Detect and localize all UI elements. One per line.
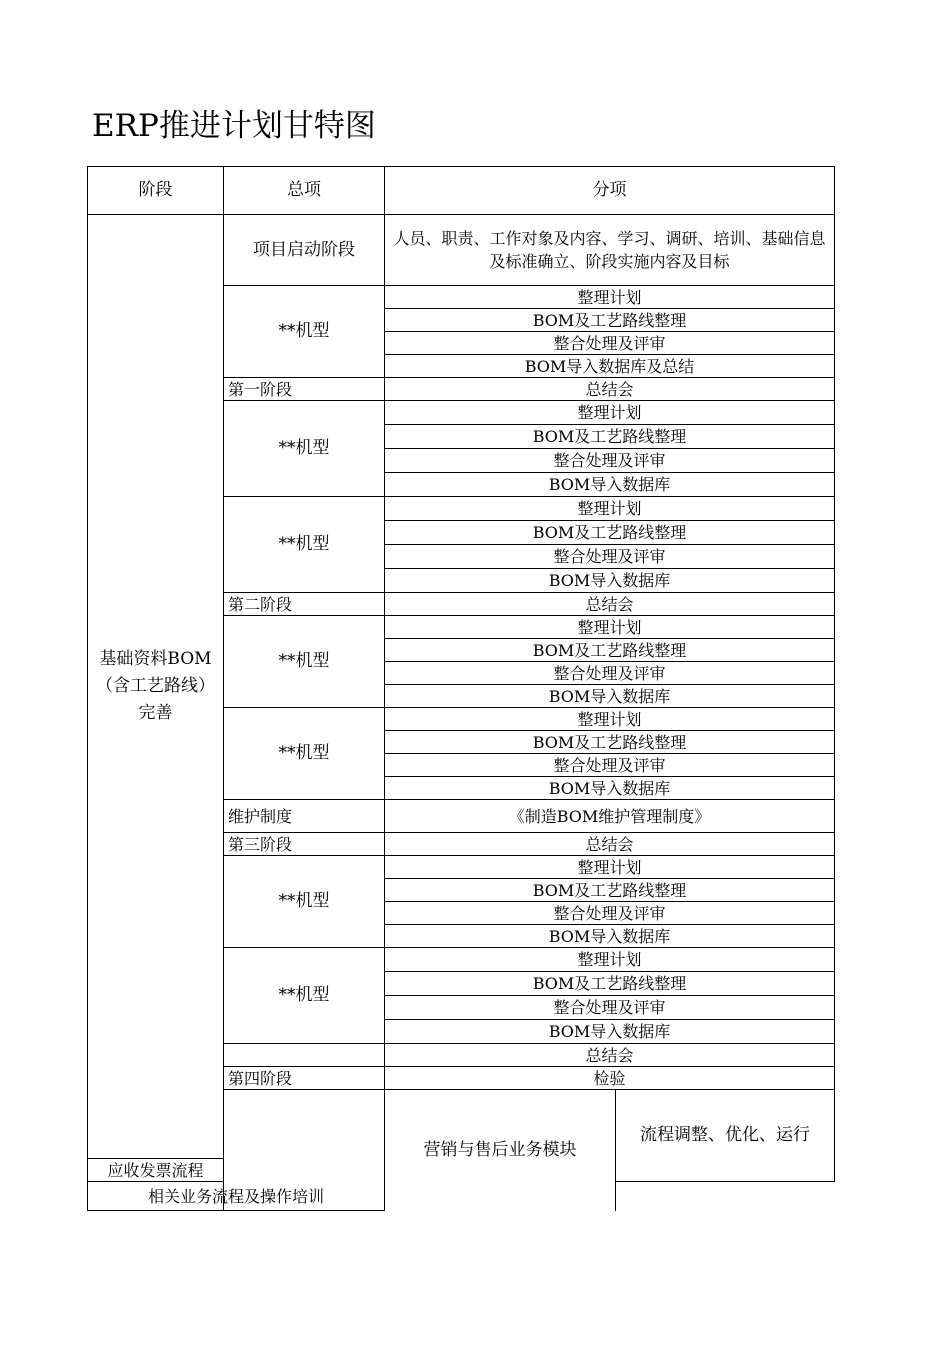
task-cell: 整理计划 [385,948,835,972]
page-title: ERP推进计划甘特图 [92,108,376,144]
task-cell: BOM导入数据库 [385,777,835,800]
task-cell: 整合处理及评审 [385,996,835,1020]
task-cell: BOM及工艺路线整理 [385,972,835,996]
summary-cell: 总结会 [385,833,835,856]
header-stage: 阶段 [88,167,224,215]
phase-label: 第一阶段 [224,378,385,401]
task-cell: 整理计划 [385,616,835,639]
task-cell: BOM导入数据库 [385,473,835,497]
task-cell: 整理计划 [385,708,835,731]
task-cell: BOM及工艺路线整理 [385,879,835,902]
task-cell: 整合处理及评审 [385,662,835,685]
item-model: **机型 [224,497,385,593]
task-cell: BOM导入数据库 [385,685,835,708]
task-cell: 整理计划 [385,401,835,425]
maintenance-label: 维护制度 [224,800,385,833]
item-model: **机型 [224,708,385,800]
task-cell: 整合处理及评审 [385,902,835,925]
header-subitem: 分项 [385,167,835,215]
table-row [88,215,835,286]
process-category: 流程调整、优化、运行 [616,1090,835,1182]
phase-label: 第四阶段 [224,1067,385,1090]
item-kickoff: 项目启动阶段 [224,215,385,286]
task-cell: 整理计划 [385,497,835,521]
task-cell: 整合处理及评审 [385,754,835,777]
stage-bom-cell: 基础资料BOM（含工艺路线）完善 [88,215,224,1159]
header-item: 总项 [224,167,385,215]
summary-cell: 总结会 [385,378,835,401]
task-cell: 整理计划 [385,286,835,309]
erp-plan-table [87,166,835,1211]
final-cell: 检验 [385,1067,835,1090]
task-cell: BOM及工艺路线整理 [385,425,835,449]
summary-cell: 总结会 [385,1044,835,1067]
item-model: **机型 [224,401,385,497]
item-model: **机型 [224,856,385,948]
item-model: **机型 [224,286,385,378]
task-cell: BOM导入数据库及总结 [385,355,835,378]
task-cell: BOM及工艺路线整理 [385,521,835,545]
subitem-kickoff: 人员、职责、工作对象及内容、学习、调研、培训、基础信息及标准确立、阶段实施内容及目标 [385,215,835,286]
empty-cell [224,1044,385,1067]
summary-cell: 总结会 [385,593,835,616]
maintenance-doc: 《制造BOM维护管理制度》 [385,800,835,833]
phase-label: 第三阶段 [224,833,385,856]
task-cell: BOM及工艺路线整理 [385,731,835,754]
task-cell: BOM及工艺路线整理 [385,639,835,662]
task-cell: BOM导入数据库 [385,925,835,948]
task-cell: 整理计划 [385,856,835,879]
process-cell: 应收发票流程 [88,1159,224,1182]
item-model: **机型 [224,616,385,708]
phase-label: 第二阶段 [224,593,385,616]
task-cell: BOM及工艺路线整理 [385,309,835,332]
item-marketing: 营销与售后业务模块 [385,1090,616,1211]
header-row [88,167,835,215]
item-model: **机型 [224,948,385,1044]
task-cell: BOM导入数据库 [385,1020,835,1044]
task-cell: 整合处理及评审 [385,332,835,355]
training-cell: 相关业务流程及操作培训 [88,1182,385,1211]
task-cell: BOM导入数据库 [385,569,835,593]
task-cell: 整合处理及评审 [385,545,835,569]
task-cell: 整合处理及评审 [385,449,835,473]
